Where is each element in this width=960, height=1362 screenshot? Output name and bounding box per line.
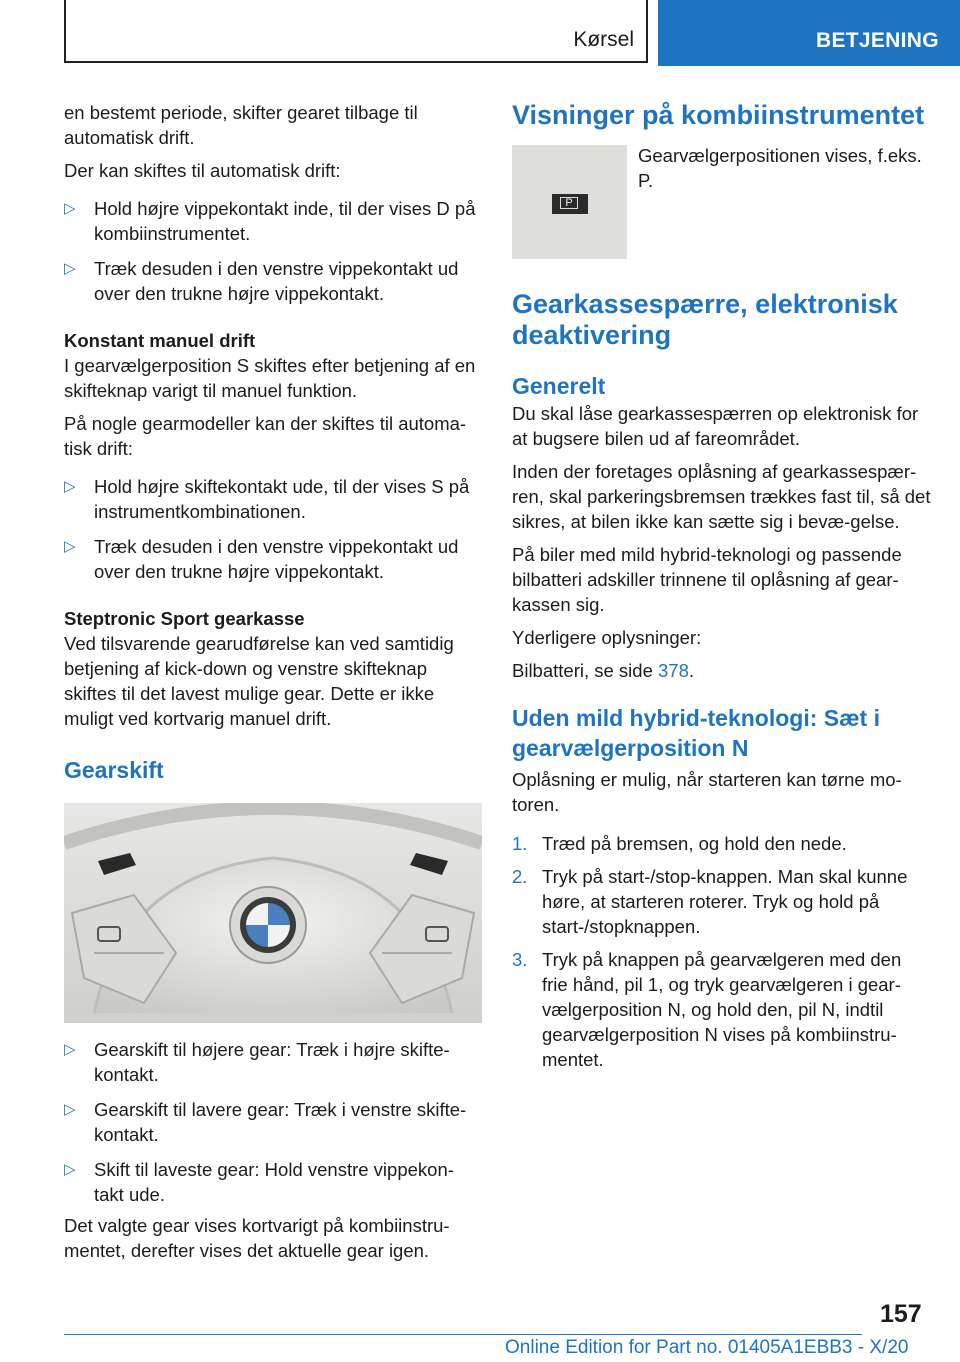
gear-indicator-box [552,194,588,214]
step-item: 2. Tryk på start-/stop-knappen. Man skal kunne høre, at starteren roterer. Tryk og hold på start-/stopknappen. [512,866,908,937]
paragraph: Oplåsning er mulig, når starteren kan tørne mo‐toren. [512,769,902,815]
paragraph: Inden der foretages oplåsning af gearkassespær‐ren, skal parkeringsbremsen trækkes fast til, så det sikres, at bilen ikke kan sætte sig i bevæ‐gelse. [512,461,931,532]
footer-edition: Online Edition for Part no. 01405A1EBB3 - X/20 [505,1337,909,1358]
list-item: ▷ Skift til laveste gear: Hold venstre vippekon‐takt ude. [64,1159,454,1205]
paragraph: en bestemt periode, skifter gearet tilbage til automatisk drift. [64,102,418,148]
list-item: ▷ Gearskift til lavere gear: Træk i venstre skifte‐kontakt. [64,1099,467,1145]
gear-display-caption: Gearvælgerpositionen vises, f.eks. P. [638,145,922,191]
footer-divider [64,1334,862,1335]
list-item: ▷ Træk desuden i den venstre vippekontakt ud over den trukne højre vippekontakt. [64,258,459,304]
paragraph: Ved tilsvarende gearudførelse kan ved samtidig betjening af kick-down og venstre skifteknap skiftes til det lavest mulige gear. Dette er ikke muligt ved kortvarig manuel drift. [64,633,454,729]
bullet-triangle-icon: ▷ [64,200,76,217]
section-heading: Visninger på kombiinstrumentet [512,100,925,130]
header-section-box [64,0,648,63]
gear-display-block [512,143,932,259]
bullet-triangle-icon: ▷ [64,1161,76,1178]
list-item: ▷ Hold højre vippekontakt inde, til der vises D på kombiinstrumentet. [64,198,476,244]
step-number: 1. [512,833,528,854]
right-column [512,100,932,1080]
page-reference-link[interactable]: 378 [658,660,689,681]
subheading: Steptronic Sport gearkasse [64,608,305,629]
paragraph: Du skal låse gearkassespærren op elektronisk for at bugsere bilen ud af fareområdet. [512,403,919,449]
paragraph: I gearvælgerposition S skiftes efter betjening af en skifteknap varigt til manuel funktion. [64,355,476,401]
subsection-heading: Uden mild hybrid-teknologi: Sæt i gearvælgerposition N [512,705,880,761]
gear-indicator-symbol: P [560,197,578,209]
bullet-triangle-icon: ▷ [64,478,76,495]
bullet-triangle-icon: ▷ [64,1101,76,1118]
paragraph: Der kan skiftes til automatisk drift: [64,160,341,181]
left-column [64,100,482,1271]
paragraph: Bilbatteri, se side 378. [512,660,695,681]
subheading: Konstant manuel drift [64,330,256,351]
bullet-triangle-icon: ▷ [64,538,76,555]
step-item: 1. Træd på bremsen, og hold den nede. [512,833,847,854]
bullet-triangle-icon: ▷ [64,260,76,277]
chapter-tab[interactable] [658,0,960,66]
paragraph: Det valgte gear vises kortvarigt på kombiinstru‐mentet, derefter vises det aktuelle gear igen. [64,1215,450,1261]
list-item: ▷ Hold højre skiftekontakt ude, til der vises S på instrumentkombinationen. [64,476,470,522]
bullet-triangle-icon: ▷ [64,1041,76,1058]
subsection-heading: Generelt [512,373,606,399]
list-item: ▷ Gearskift til højere gear: Træk i højre skifte‐kontakt. [64,1039,450,1085]
section-heading: Gearskift [64,757,164,783]
paragraph: På biler med mild hybrid-teknologi og passende bilbatteri adskiller trinnene til oplåsning af gear‐kassen sig. [512,544,902,615]
chapter-tab-label: BETJENING [816,29,939,52]
header-section-title: Kørsel [573,28,634,51]
page-number: 157 [880,1300,922,1328]
step-number: 2. [512,866,528,887]
gear-display-image [512,145,627,259]
section-heading: Gearkassespærre, elektronisk deaktivering [512,289,898,350]
list-item: ▷ Træk desuden i den venstre vippekontakt ud over den trukne højre vippekontakt. [64,536,459,582]
steering-wheel-image [64,803,482,1023]
paragraph: På nogle gearmodeller kan der skiftes til automa‐tisk drift: [64,413,467,459]
step-number: 3. [512,949,528,970]
paragraph: Yderligere oplysninger: [512,627,702,648]
step-item: 3. Tryk på knappen på gearvælgeren med den frie hånd, pil 1, og tryk gearvælgeren i gear‐vælgerposition N, og hold den, pil N, indtil gearvælgerposition N vises på kombiinstru‐mentet. [512,949,902,1070]
